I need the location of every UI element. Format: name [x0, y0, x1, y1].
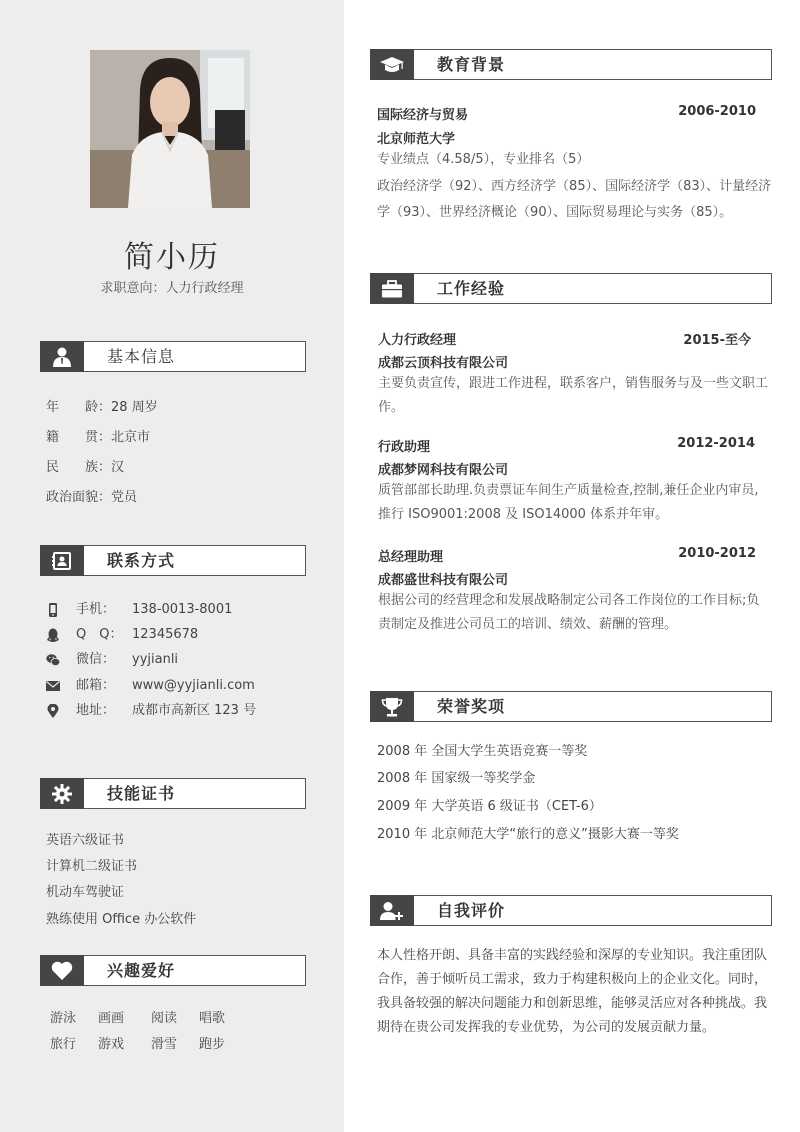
- award-item: 2009 年 大学英语 6 级证书（CET-6）: [377, 799, 602, 814]
- contact-label: 微信：: [76, 652, 116, 667]
- qq-icon: [46, 628, 60, 642]
- hobby-item: 旅行: [50, 1037, 77, 1052]
- award-item: 2008 年 国家级一等奖学金: [377, 771, 536, 786]
- hobby-item: 画画: [98, 1011, 125, 1026]
- info-row-age: [46, 396, 158, 415]
- work-desc: 根据公司的经营理念和发展战略制定公司各工作岗位的工作目标;负责制定及推进公司员工的培训、绩效、薪酬的管理。: [378, 593, 760, 632]
- section-title: 工作经验: [437, 279, 506, 298]
- contact-card-icon: [40, 545, 84, 576]
- edu-school: 北京师范大学: [377, 132, 456, 147]
- wechat-icon: [46, 653, 60, 667]
- work-date: 2010-2012: [678, 546, 756, 561]
- info-label: 民 族：: [46, 460, 112, 475]
- phone-icon: [46, 603, 60, 617]
- section-title: 教育背景: [437, 55, 506, 74]
- contact-value: 138-0013-8001: [132, 602, 233, 617]
- section-self-eval: [370, 895, 772, 926]
- skill-item: 英语六级证书: [46, 833, 125, 848]
- hobby-item: 游泳: [50, 1011, 77, 1026]
- edu-date: 2006-2010: [678, 104, 756, 119]
- info-value: 汉: [111, 460, 125, 475]
- info-label: 籍 贯：: [46, 430, 112, 445]
- award-item: 2008 年 全国大学生英语竞赛一等奖: [377, 744, 588, 759]
- section-skills: [40, 778, 306, 809]
- sidebar: [0, 0, 344, 1132]
- award-item: 2010 年 北京师范大学“旅行的意义”摄影大赛一等奖: [377, 827, 679, 842]
- work-date: 2012-2014: [677, 436, 755, 451]
- work-desc: 主要负责宣传，跟进工作进程，联系客户，销售服务与及一些文职工作。: [378, 376, 769, 415]
- contact-label: 邮箱：: [76, 678, 116, 693]
- info-label: 年 龄：: [46, 400, 112, 415]
- work-position: 行政助理: [378, 440, 431, 455]
- briefcase-icon: [370, 273, 414, 304]
- work-company: 成都盛世科技有限公司: [378, 573, 509, 588]
- work-company: 成都云顶科技有限公司: [378, 356, 509, 371]
- work-company: 成都梦网科技有限公司: [378, 463, 509, 478]
- work-position: 人力行政经理: [378, 333, 457, 348]
- contact-value: www@yyjianli.com: [132, 678, 255, 693]
- info-value: 28 周岁: [111, 400, 158, 415]
- user-plus-icon: [370, 895, 414, 926]
- section-work: [370, 273, 772, 304]
- person-icon: [40, 341, 84, 372]
- profile-photo: [90, 50, 250, 208]
- section-basic-info: [40, 341, 306, 372]
- candidate-name: 简小历: [124, 240, 220, 275]
- edu-major: 国际经济与贸易: [377, 108, 469, 123]
- section-title: 基本信息: [107, 347, 176, 366]
- section-title: 自我评价: [437, 901, 506, 920]
- info-row-ethnicity: [46, 456, 124, 475]
- edu-courses: 政治经济学（92）、西方经济学（85）、国际经济学（83）、计量经济学（93）、世界经济概论（90）、国际贸易理论与实务（85）。: [377, 179, 772, 220]
- job-intent: 求职意向：人力行政经理: [100, 281, 244, 296]
- trophy-icon: [370, 691, 414, 722]
- skill-item: 机动车驾驶证: [46, 885, 125, 900]
- section-title: 兴趣爱好: [107, 961, 176, 980]
- skill-item: 熟练使用 Office 办公软件: [46, 912, 197, 927]
- info-row-hometown: [46, 426, 150, 445]
- contact-value: 成都市高新区 123 号: [132, 703, 257, 718]
- hobby-item: 唱歌: [199, 1011, 226, 1026]
- contact-value: yyjianli: [132, 652, 179, 667]
- section-awards: [370, 691, 772, 722]
- section-title: 荣誉奖项: [437, 697, 506, 716]
- info-value: 党员: [111, 490, 138, 505]
- work-date: 2015-至今: [683, 333, 751, 348]
- work-position: 总经理助理: [378, 550, 444, 565]
- hobby-item: 阅读: [151, 1011, 178, 1026]
- contact-label: 地址：: [76, 703, 116, 718]
- skill-item: 计算机二级证书: [46, 859, 138, 874]
- section-hobbies: [40, 955, 306, 986]
- graduation-cap-icon: [370, 49, 414, 80]
- edu-gpa: 专业绩点（4.58/5），专业排名（5）: [377, 152, 590, 167]
- section-title: 技能证书: [107, 784, 176, 803]
- hobby-item: 跑步: [199, 1037, 226, 1052]
- section-title: 联系方式: [107, 551, 176, 570]
- contact-label: 手机：: [76, 602, 116, 617]
- contact-value: 12345678: [132, 627, 199, 642]
- gear-icon: [40, 778, 84, 809]
- section-contact: [40, 545, 306, 576]
- section-education: [370, 49, 772, 80]
- heart-icon: [40, 955, 84, 986]
- hobby-item: 游戏: [98, 1037, 125, 1052]
- info-label: 政治面貌：: [46, 490, 112, 505]
- location-icon: [46, 704, 60, 718]
- main-content: [344, 0, 800, 1132]
- self-eval-text: 本人性格开朗、具备丰富的实践经验和深厚的专业知识。我注重团队合作，善于倾听员工需求，致力于构建积极向上的企业文化。同时，我具备较强的解决问题能力和创新思维，能够灵活应对各种挑战。我期待在贵公司发挥我的专业优势，为公司的发展贡献力量。: [377, 948, 768, 1035]
- contact-label: Q Q：: [76, 627, 123, 642]
- info-row-politics: [46, 486, 137, 505]
- mail-icon: [46, 679, 60, 693]
- info-value: 北京市: [111, 430, 151, 445]
- work-desc: 质管部部长助理.负责票证车间生产质量检查,控制,兼任企业内审员,推行 ISO9001:2008 及 ISO14000 体系并年审。: [378, 483, 759, 522]
- hobby-item: 滑雪: [151, 1037, 178, 1052]
